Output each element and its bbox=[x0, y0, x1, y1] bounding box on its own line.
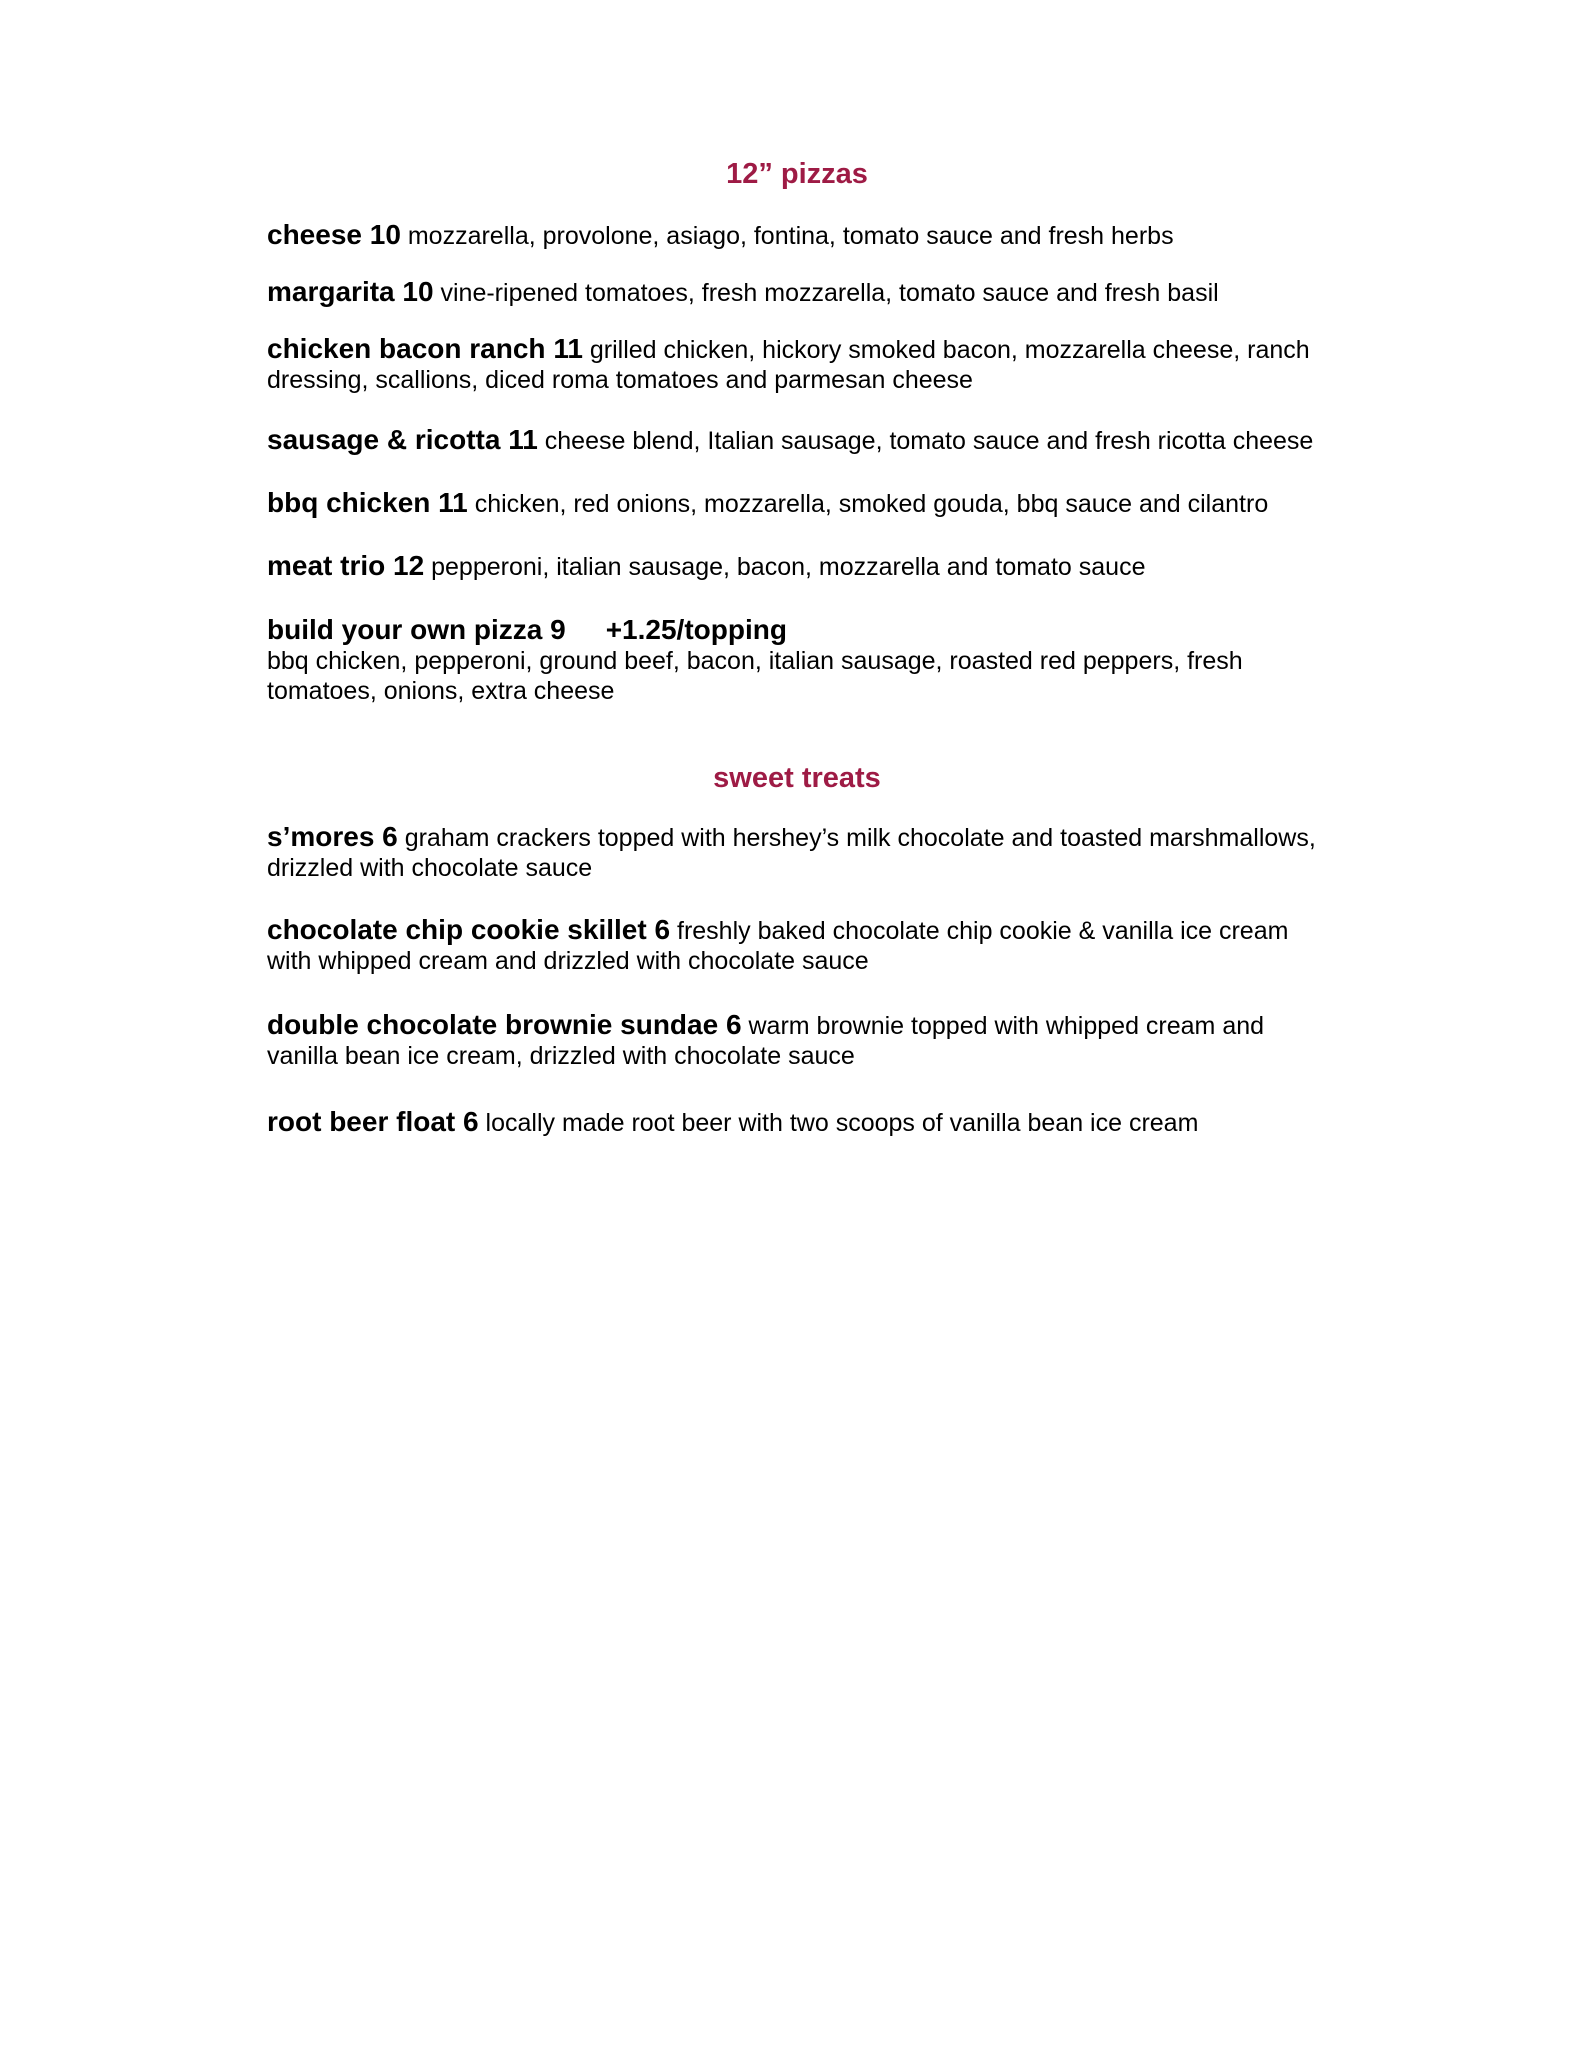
menu-item-name: bbq chicken 11 bbox=[267, 487, 468, 518]
menu-item-desc: locally made root beer with two scoops of vanilla bean ice cream bbox=[485, 1109, 1199, 1137]
menu-item-build-your-own bbox=[267, 614, 1327, 706]
menu-page bbox=[267, 156, 1327, 1138]
menu-item-chicken-bacon-ranch bbox=[267, 334, 1327, 395]
menu-item-smores bbox=[267, 822, 1327, 883]
menu-item-desc: mozzarella, provolone, asiago, fontina, tomato sauce and fresh herbs bbox=[407, 222, 1174, 250]
menu-item-name: double chocolate brownie sundae 6 bbox=[267, 1009, 742, 1040]
menu-item-meat-trio bbox=[267, 551, 1327, 582]
menu-item-cheese bbox=[267, 220, 1327, 251]
menu-item-desc: bbq chicken, pepperoni, ground beef, bacon, italian sausage, roasted red peppers, fresh tomatoes, onions, extra cheese bbox=[267, 647, 1243, 705]
menu-item-name: build your own pizza 9 bbox=[267, 614, 566, 645]
menu-item-desc: pepperoni, italian sausage, bacon, mozzarella and tomato sauce bbox=[431, 553, 1146, 581]
topping-price: +1.25/topping bbox=[605, 614, 787, 645]
menu-item-bbq-chicken bbox=[267, 488, 1327, 519]
menu-item-cookie-skillet bbox=[267, 915, 1327, 976]
menu-item-name: margarita 10 bbox=[267, 276, 434, 307]
build-your-own-heading bbox=[267, 614, 1327, 646]
menu-item-sausage-ricotta bbox=[267, 425, 1327, 456]
menu-item-desc: freshly baked chocolate chip cookie & vanilla ice cream with whipped cream and drizzled with chocolate sauce bbox=[267, 917, 1289, 975]
menu-item-name: meat trio 12 bbox=[267, 550, 425, 581]
menu-item-desc: warm brownie topped with whipped cream and vanilla bean ice cream, drizzled with chocolate sauce bbox=[267, 1012, 1265, 1070]
menu-item-brownie-sundae bbox=[267, 1010, 1327, 1071]
menu-item-margarita bbox=[267, 277, 1327, 308]
menu-item-desc: grilled chicken, hickory smoked bacon, mozzarella cheese, ranch dressing, scallions, diced roma tomatoes and parmesan cheese bbox=[267, 336, 1310, 394]
section-title-pizzas: 12” pizzas bbox=[726, 158, 868, 190]
menu-item-name: sausage & ricotta 11 bbox=[267, 424, 538, 455]
menu-item-name: s’mores 6 bbox=[267, 821, 398, 852]
menu-item-desc: graham crackers topped with hershey’s milk chocolate and toasted marshmallows, drizzled with chocolate sauce bbox=[267, 824, 1316, 882]
menu-item-desc: chicken, red onions, mozzarella, smoked gouda, bbq sauce and cilantro bbox=[474, 490, 1269, 518]
menu-item-desc: vine-ripened tomatoes, fresh mozzarella, tomato sauce and fresh basil bbox=[440, 279, 1219, 307]
section-title-sweets: sweet treats bbox=[713, 762, 881, 794]
menu-item-name: chocolate chip cookie skillet 6 bbox=[267, 914, 671, 945]
menu-item-desc: cheese blend, Italian sausage, tomato sauce and fresh ricotta cheese bbox=[544, 427, 1314, 455]
menu-item-name: cheese 10 bbox=[267, 219, 401, 250]
menu-item-name: chicken bacon ranch 11 bbox=[267, 333, 583, 364]
menu-item-name: root beer float 6 bbox=[267, 1106, 479, 1137]
menu-item-root-beer-float bbox=[267, 1107, 1327, 1138]
